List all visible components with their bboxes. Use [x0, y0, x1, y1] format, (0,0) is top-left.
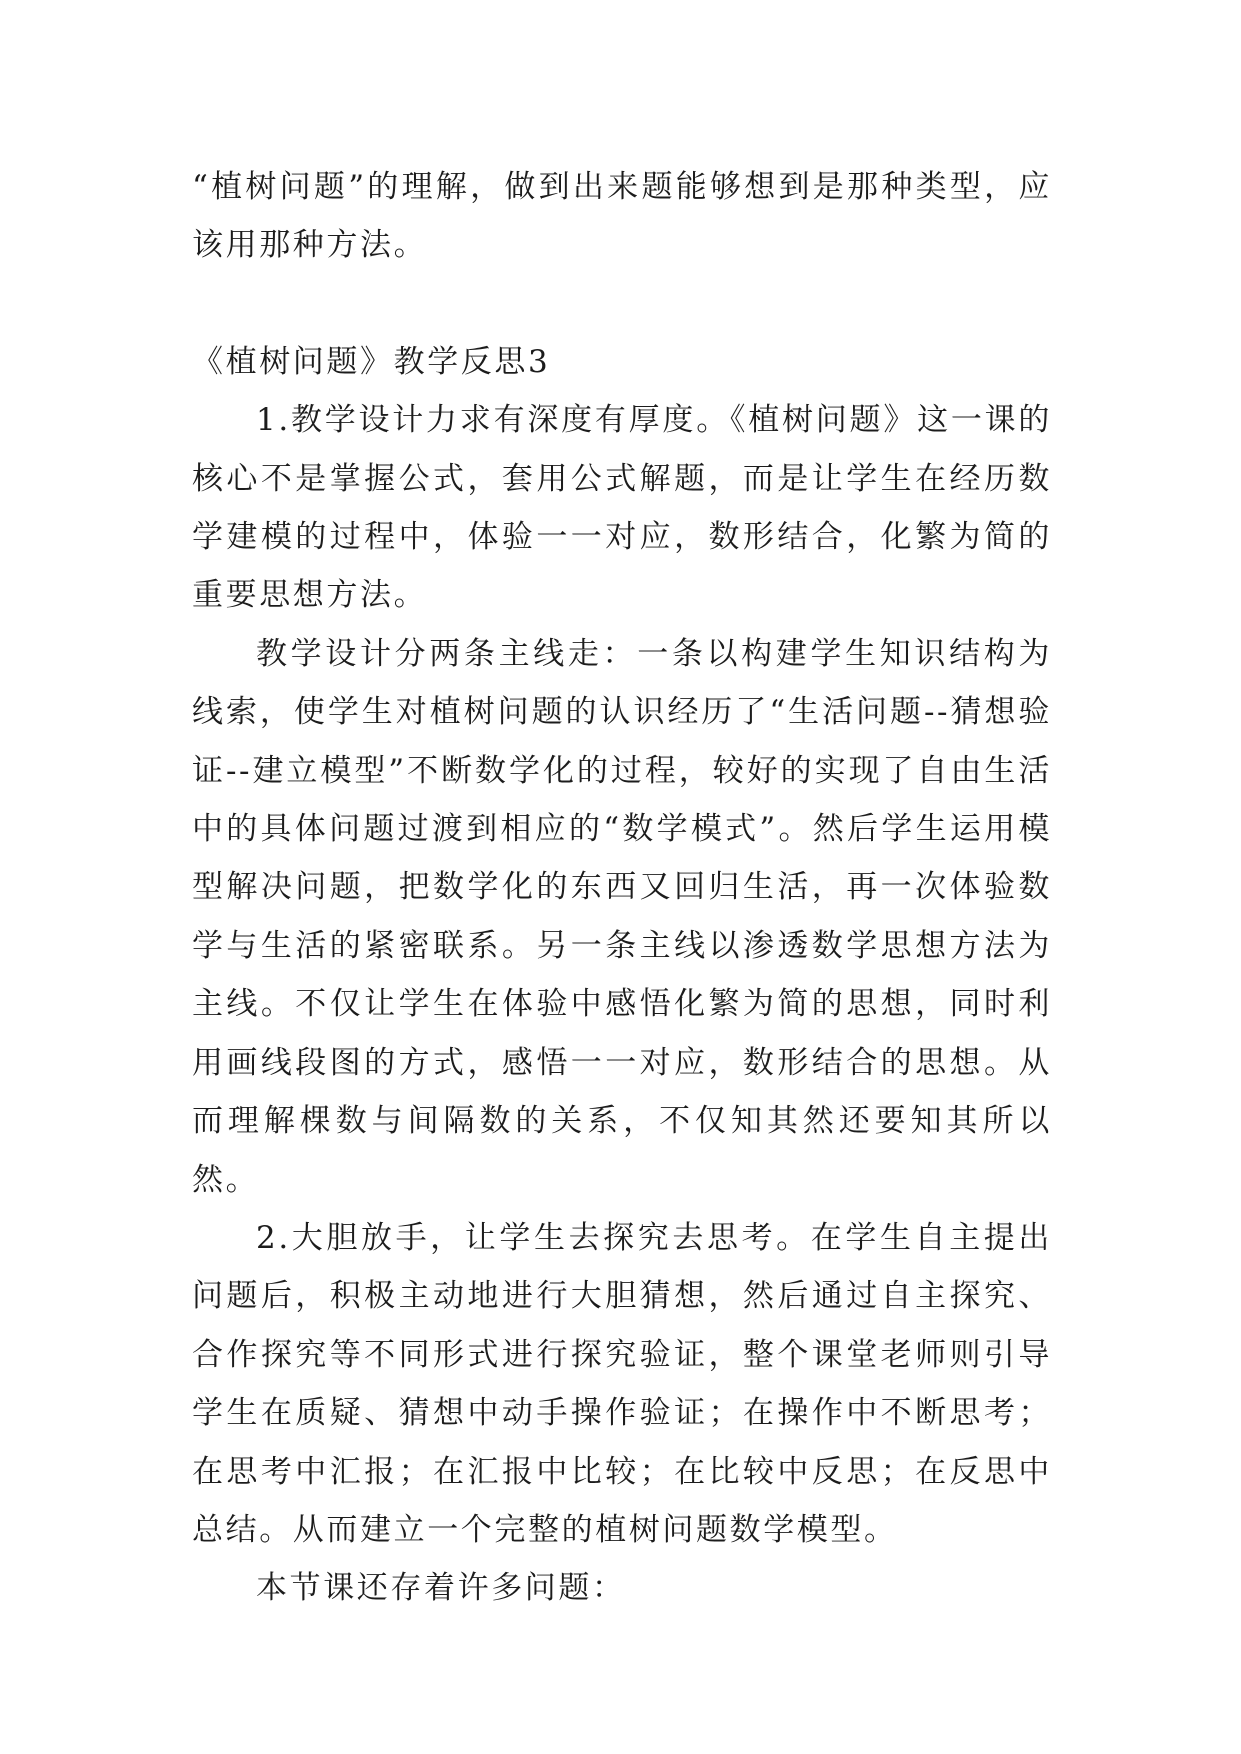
paragraph-1: 1.教学设计力求有深度有厚度。《植树问题》这一课的核心不是掌握公式，套用公式解题，而是让学生在经历数学建模的过程中，体验一一对应，数形结合，化繁为简的重要思想方法。 [192, 402, 1052, 614]
paragraph-2: 教学设计分两条主线走：一条以构建学生知识结构为线索，使学生对植树问题的认识经历了“生活问题--猜想验证--建立模型”不断数学化的过程，较好的实现了自由生活中的具体问题过渡到相应的“数学模式”。然后学生运用模型解决问题，把数学化的东西又回归生活，再一次体验数学与生活的紧密联系。另一条主线以渗透数学思想方法为主线。不仅让学生在体验中感悟化繁为简的思想，同时利用画线段图的方式，感悟一一对应，数形结合的思想。从而理解棵数与间隔数的关系，不仅知其然还要知其所以然。 [192, 635, 1052, 1198]
section-title: 《植树问题》教学反思3 [192, 343, 551, 380]
paragraph-4: 本节课还存着许多问题： [256, 1570, 626, 1607]
paragraph-3: 2.大胆放手，让学生去探究去思考。在学生自主提出问题后，积极主动地进行大胆猜想，然后通过自主探究、合作探究等不同形式进行探究验证，整个课堂老师则引导学生在质疑、猜想中动手操作验证；在操作中不断思考；在思考中汇报；在汇报中比较；在比较中反思；在反思中总结。从而建立一个完整的植树问题数学模型。 [192, 1219, 1052, 1548]
paragraph-gap [192, 275, 1052, 333]
document-body [192, 158, 1052, 1618]
intro-paragraph: “植树问题”的理解，做到出来题能够想到是那种类型，应该用那种方法。 [192, 169, 1052, 264]
